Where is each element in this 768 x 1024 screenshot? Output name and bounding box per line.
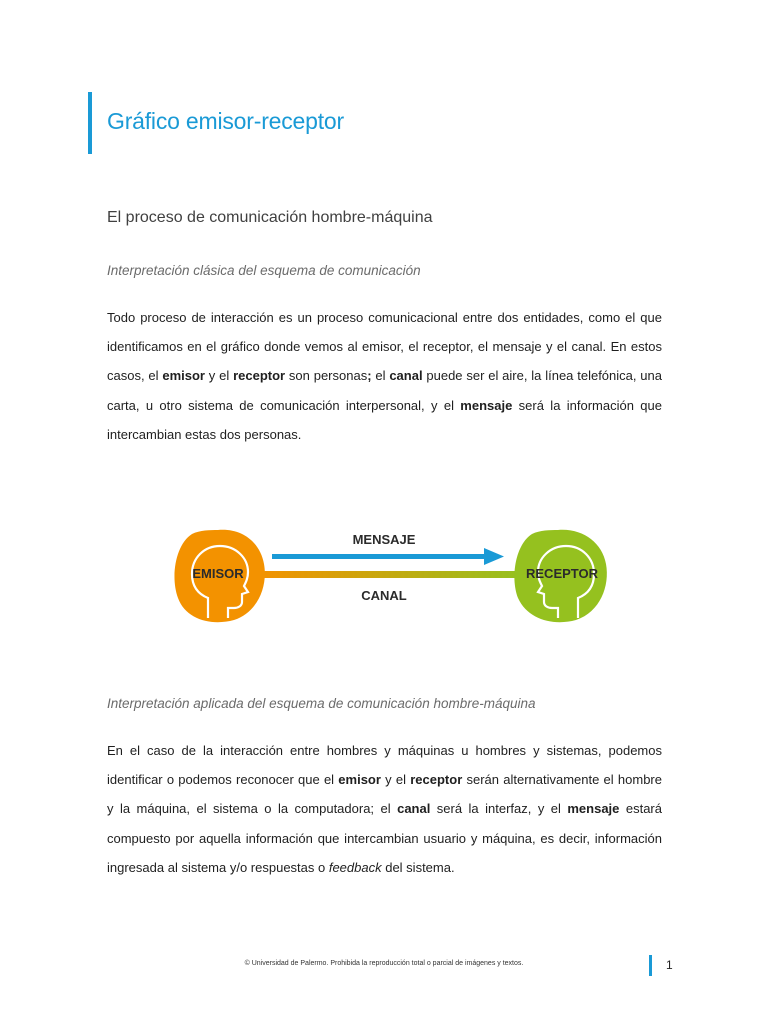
text-run: y el xyxy=(204,368,234,384)
footer-accent-bar xyxy=(649,955,652,976)
paragraph-applied-interpretation xyxy=(107,736,662,882)
text-run: del sistema. xyxy=(381,859,455,875)
canal-label: CANAL xyxy=(361,588,407,603)
receptor-label: RECEPTOR xyxy=(526,566,598,581)
bold-semicolon: ; xyxy=(367,368,372,384)
footer-copyright: © Universidad de Palermo. Prohibida la reproducción total o parcial de imágenes y textos. xyxy=(244,960,524,967)
text-run: son personas xyxy=(285,368,368,384)
bold-term-emisor: emisor xyxy=(162,368,205,384)
text-run: En el caso de la interacción entre hombres y máquinas u hombres y sistemas, podemos identificar o podemos reconocer que el xyxy=(107,743,662,788)
receptor-node xyxy=(514,530,606,622)
text-run: será la información que intercambian estas dos personas. xyxy=(107,397,662,442)
bold-term-mensaje: mensaje xyxy=(567,801,620,817)
canal-bar xyxy=(260,571,522,578)
text-run: será la interfaz, y el xyxy=(430,801,568,817)
mensaje-arrowhead xyxy=(484,548,504,565)
mensaje-arrow-shaft xyxy=(272,554,488,559)
bold-term-emisor: emisor xyxy=(338,772,381,788)
sender-receiver-diagram xyxy=(172,520,612,632)
page-number: 1 xyxy=(666,958,673,972)
bold-term-canal: canal xyxy=(397,801,431,817)
page-title: Gráfico emisor-receptor xyxy=(107,108,344,134)
text-run: y el xyxy=(380,772,411,788)
bold-term-mensaje: mensaje xyxy=(460,397,513,413)
text-run: serán alternativamente el hombre y la máquina, el sistema o la computadora; el xyxy=(107,772,662,817)
bold-term-canal: canal xyxy=(389,368,423,384)
mensaje-label: MENSAJE xyxy=(352,532,416,547)
bold-term-receptor: receptor xyxy=(410,772,463,788)
subheading-applied-interpretation: Interpretación aplicada del esquema de comunicación hombre-máquina xyxy=(107,696,536,711)
mensaje-arrow xyxy=(272,548,504,565)
section-heading: El proceso de comunicación hombre-máquina xyxy=(107,209,433,226)
text-run: Todo proceso de interacción es un proceso comunicacional entre dos entidades, como el que identificamos en el gráfico donde vemos al emisor, el receptor, el mensaje y el canal. En estos casos, el xyxy=(107,310,662,384)
paragraph-classic-interpretation xyxy=(107,303,662,449)
text-run: estará compuesto por aquella información que intercambian usuario y máquina, es decir, información ingresada al sistema y/o respuestas o xyxy=(107,801,662,875)
bold-term-receptor: receptor xyxy=(233,368,286,384)
emisor-label: EMISOR xyxy=(192,566,244,581)
italic-term-feedback: feedback xyxy=(328,859,382,875)
subheading-classic-interpretation: Interpretación clásica del esquema de comunicación xyxy=(107,263,421,278)
text-run: el xyxy=(371,368,390,384)
title-accent-bar xyxy=(88,92,92,154)
emisor-node xyxy=(174,530,264,622)
text-run: puede ser el aire, la línea telefónica, una carta, u otro sistema de comunicación interpersonal, y el xyxy=(107,368,663,413)
